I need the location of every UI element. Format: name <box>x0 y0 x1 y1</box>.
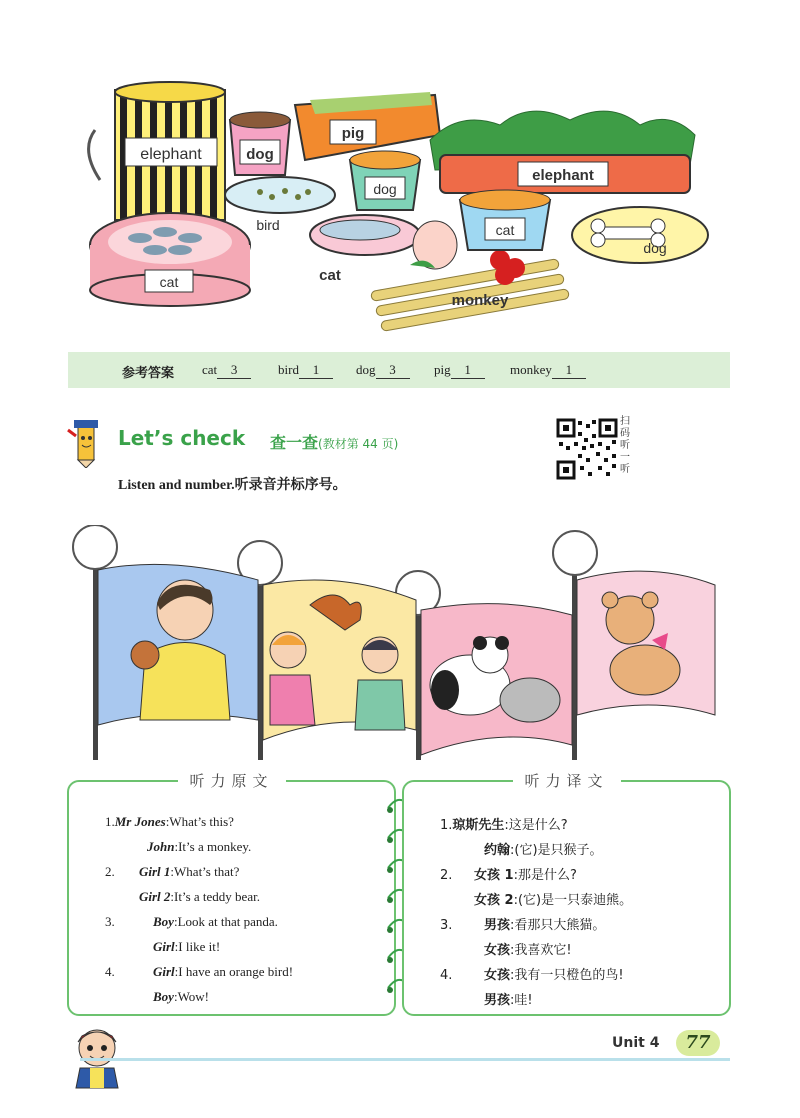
pig-food-box <box>295 92 440 160</box>
label-elephant-bucket: elephant <box>140 146 202 163</box>
translation-line: 3. 男孩:看那只大熊猫。 <box>440 918 606 933</box>
elephant-tray <box>430 111 695 193</box>
dog-bone-plate <box>572 207 708 263</box>
answer-dog: dog 3 <box>356 362 410 379</box>
svg-text:cat: cat <box>319 267 341 284</box>
transcript-line: 2. Girl 1:What’s that? <box>105 864 240 879</box>
elephant-bucket <box>89 82 225 220</box>
transcript-panel <box>67 772 396 1016</box>
answer-bird: bird 1 <box>278 362 333 379</box>
translation-line: 女孩:我喜欢它! <box>484 943 572 958</box>
translation-line: 4. 女孩:我有一只橙色的鸟! <box>440 968 624 983</box>
transcript-title: 听力原文 <box>177 770 285 791</box>
translation-line: 2. 女孩 1:那是什么? <box>440 868 577 883</box>
answer-label: 参考答案 <box>122 366 175 381</box>
footer-rule <box>80 1058 730 1061</box>
translation-line: 女孩 2:(它)是一只泰迪熊。 <box>474 893 633 908</box>
transcript-line: 4. Girl:I have an orange bird! <box>105 964 294 979</box>
transcript-line: 1.Mr Jones:What’s this? <box>105 814 234 829</box>
svg-text:dog: dog <box>373 181 397 197</box>
section-title-cn: 查一查(教材第 44 页) <box>270 433 399 452</box>
kid-mascot-icon <box>62 1024 132 1090</box>
translation-title: 听力译文 <box>512 770 620 791</box>
flag-monkey <box>98 564 258 725</box>
answer-pig: pig 1 <box>434 362 485 379</box>
translation-panel <box>402 772 731 1016</box>
dog-bowl-pink <box>230 112 290 175</box>
transcript-line: Girl 2:It’s a teddy bear. <box>139 889 260 904</box>
translation-line: 约翰:(它)是只猴子。 <box>484 843 603 858</box>
qr-code-icon[interactable] <box>556 418 618 480</box>
answer-bar <box>68 352 730 388</box>
flag-teddy-bear <box>577 571 715 715</box>
unit-label: Unit 4 <box>612 1035 660 1051</box>
instruction-text: Listen and number.听录音并标序号。 <box>118 478 347 493</box>
cat-bowl-blue <box>460 190 550 250</box>
translation-line: 男孩:哇! <box>484 993 533 1008</box>
page-number: 77 <box>676 1030 720 1056</box>
cat-fish-plate <box>310 215 420 284</box>
svg-text:dog: dog <box>246 146 274 163</box>
answer-monkey: monkey 1 <box>510 362 586 379</box>
flag-panda <box>421 604 572 755</box>
transcript-line: Boy:Wow! <box>153 989 210 1004</box>
svg-text:bird: bird <box>256 217 280 233</box>
answer-cat: cat 3 <box>202 362 251 379</box>
cat-fish-tray <box>90 213 250 306</box>
textbook-page-ref: (教材第 44 页) <box>318 437 399 451</box>
svg-text:elephant: elephant <box>532 167 594 184</box>
transcript-line: Girl:I like it! <box>153 939 221 954</box>
svg-text:pig: pig <box>341 125 365 142</box>
transcript-line: 3. Boy:Look at that panda. <box>105 914 278 929</box>
pet-food-illustration <box>80 70 730 340</box>
transcript-line: John:It’s a monkey. <box>147 839 252 854</box>
svg-text:monkey: monkey <box>451 292 509 309</box>
svg-text:cat: cat <box>159 274 179 290</box>
scan-to-listen-label: 扫码听一听 <box>620 416 630 475</box>
pencil-mascot-icon <box>60 416 112 468</box>
svg-text:dog: dog <box>643 240 667 256</box>
translation-line: 1.琼斯先生:这是什么? <box>440 818 568 833</box>
svg-text:cat: cat <box>495 222 515 238</box>
flags-illustration <box>60 525 750 765</box>
dog-bowl-green <box>350 151 420 210</box>
section-title: Let’s check <box>118 426 246 450</box>
flag-bird <box>263 580 416 740</box>
